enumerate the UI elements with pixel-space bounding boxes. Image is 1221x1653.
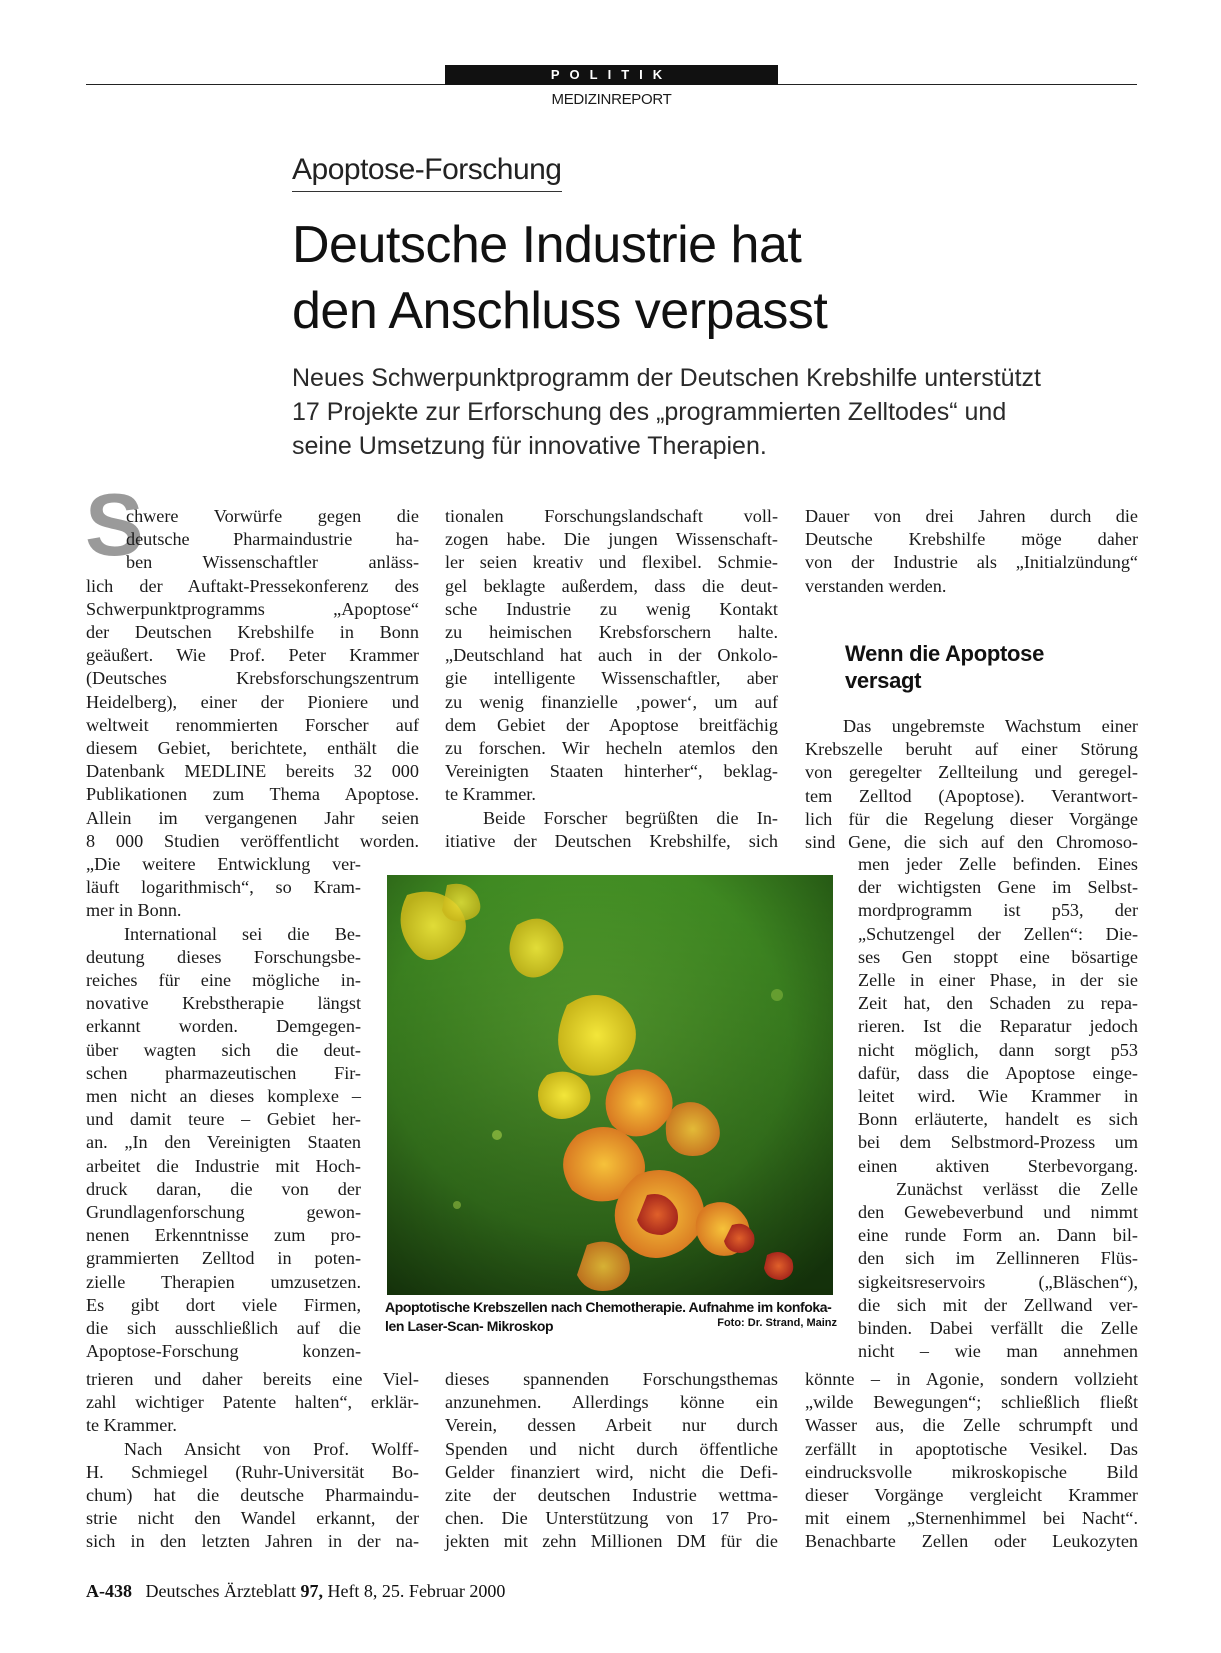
text-line: schen pharmazeutischen Fir- [86, 1062, 361, 1083]
text-line: chwere Vorwürfe gegen die [126, 506, 419, 526]
text-line: zogen habe. Die jungen Wissenschaft- [445, 529, 778, 550]
text-line: sich in den letzten Jahren in der na- [86, 1531, 419, 1552]
text-line: nicht – wie man annehmen [858, 1341, 1138, 1362]
text-line: Nach Ansicht von Prof. Wolff- [124, 1438, 419, 1459]
headline-line: Deutsche Industrie hat [292, 216, 802, 274]
text-line: Zunächst verlässt die Zelle [896, 1178, 1138, 1199]
column-3-bottom-text [805, 1368, 1138, 1554]
column-1-bottom-text [86, 1368, 419, 1554]
subsection-label: MEDIZINREPORT [551, 91, 672, 108]
column-2-text [445, 505, 778, 853]
text-line: leitet wird. Wie Krammer in [858, 1086, 1138, 1107]
text-line: Gelder finanziert wird, nicht die Defi- [445, 1461, 778, 1482]
text-line: ben Wissenschaftler anläss- [126, 552, 419, 573]
text-line: trieren und daher bereits eine Viel- [86, 1369, 419, 1389]
text-line: nenen Erkenntnisse zum pro- [86, 1225, 361, 1246]
article-kicker: Apoptose-Forschung [292, 150, 562, 192]
text-line: dieses spannenden Forschungsthemas [445, 1369, 778, 1389]
text-line: sigkeitsreservoirs („Bläschen“), [858, 1271, 1138, 1292]
text-line: gie intelligente Wissenschaftler, aber [445, 668, 778, 689]
text-line: binden. Dabei verfällt die Zelle [858, 1318, 1138, 1339]
article-headline [292, 212, 1092, 344]
caption-line: Apoptotische Krebszellen nach Chemotherapie. Aufnahme im konfoka- [385, 1299, 832, 1315]
text-line: zu wenig finanzielle ‚power‘, um auf [445, 691, 778, 712]
text-line: mordprogramm ist p53, der [858, 900, 1138, 921]
text-line: te Krammer. [445, 784, 536, 805]
text-line: zahl wichtiger Patente halten“, erklär- [86, 1392, 419, 1413]
text-line: „Deutschland hat auch in der Onkolo- [445, 645, 778, 666]
figure-caption [385, 1298, 837, 1336]
text-line: anzunehmen. Allerdings könne ein [445, 1392, 778, 1413]
text-line: sind Gene, die sich auf den Chromoso- [805, 832, 1138, 853]
column-3-narrow-text [858, 853, 1138, 1363]
text-line: arbeitet die Industrie mit Hoch- [86, 1155, 361, 1176]
apoptotic-cells-image [387, 875, 833, 1295]
text-line: itiative der Deutschen Krebshilfe, sich [445, 830, 778, 851]
journal-name: Deutsches Ärzteblatt [145, 1581, 296, 1601]
text-line: sche Industrie zu wenig Kontakt [445, 598, 778, 619]
text-line: den Gewebeverbund und nimmt [858, 1202, 1138, 1223]
column-1-opening [126, 505, 419, 575]
text-line: an. „In den Vereinigten Staaten [86, 1132, 361, 1153]
caption-line: len Laser-Scan- Mikroskop [385, 1318, 554, 1334]
text-line: Spenden und nicht durch öffentliche [445, 1438, 778, 1459]
text-line: reiches für eine mögliche in- [86, 970, 361, 991]
text-line: erkannt worden. Demgegen- [86, 1016, 361, 1037]
text-line: men jeder Zelle befinden. Eines [858, 854, 1138, 874]
text-line: Apoptose-Forschung konzen- [86, 1341, 361, 1362]
microscopy-photo [387, 875, 833, 1295]
text-line: weltweit renommierten Forscher auf [86, 714, 419, 735]
text-line: einen aktiven Sterbevorgang. [858, 1155, 1138, 1176]
text-line: der Deutschen Krebshilfe in Bonn [86, 622, 419, 642]
text-line: International sei die Be- [124, 923, 361, 944]
text-line: chen. Die Unterstützung von 17 Pro- [445, 1508, 778, 1529]
text-line: Beide Forscher begrüßten die In- [483, 807, 778, 828]
text-line: ler seien kreativ und flexibel. Schmie- [445, 552, 778, 573]
text-line: druck daran, die von der [86, 1178, 361, 1199]
text-line: Verein, dessen Arbeit nur durch [445, 1415, 778, 1436]
section-subheading [845, 640, 1135, 694]
headline-line: den Anschluss verpasst [292, 282, 828, 340]
text-line: und damit teure – Gebiet her- [86, 1109, 361, 1130]
text-line: mit einem „Sternenhimmel bei Nacht“. [805, 1508, 1138, 1529]
text-line: von der Industrie als „Initialzündung“ [805, 552, 1138, 573]
text-line: die sich ausschließlich auf die [86, 1318, 361, 1339]
text-line: Schwerpunktprogramms „Apoptose“ [86, 598, 419, 619]
column-3-mid-text [805, 715, 1138, 854]
issue-info: Heft 8, 25. Februar 2000 [327, 1581, 506, 1601]
text-line: deutsche Pharmaindustrie ha- [126, 529, 419, 550]
text-line: zielle Therapien umzusetzen. [86, 1271, 361, 1292]
text-line: „Die weitere Entwicklung ver- [86, 854, 361, 874]
text-line: lich für die Regelung dieser Vorgänge [805, 808, 1138, 829]
text-line: te Krammer. [86, 1415, 177, 1436]
text-line: Publikationen zum Thema Apoptose. [86, 784, 419, 805]
text-line: zu forschen. Wir hecheln atemlos den [445, 738, 778, 759]
volume-number: 97, [300, 1581, 323, 1601]
subheading-line: versagt [845, 668, 922, 693]
text-line: diesem Gebiet, berichtete, enthält die [86, 738, 419, 759]
text-line: Wasser aus, die Zelle schrumpft und [805, 1415, 1138, 1436]
text-line: Heidelberg), einer der Pioniere und [86, 691, 419, 712]
text-line: grammierten Zelltod in poten- [86, 1248, 361, 1269]
text-line: Allein im vergangenen Jahr seien [86, 807, 419, 828]
text-line: strie nicht den Wandel erkannt, der [86, 1508, 419, 1529]
text-line: Das ungebremste Wachstum einer [843, 716, 1138, 736]
text-line: gel beklagte außerdem, dass die deut- [445, 575, 778, 596]
text-line: ses Gen stoppt eine bösartige [858, 946, 1138, 967]
text-line: dieser Vorgänge vergleicht Krammer [805, 1485, 1138, 1506]
page-footer [86, 1581, 505, 1602]
text-line: 8 000 Studien veröffentlicht worden. [86, 830, 419, 851]
text-line: der wichtigsten Gene im Selbst- [858, 877, 1138, 898]
column-1-narrow-text [86, 853, 361, 1363]
text-line: Grundlagenforschung gewon- [86, 1202, 361, 1223]
text-line: „Schutzengel der Zellen“: Die- [858, 923, 1138, 944]
lead-line: seine Umsetzung für innovative Therapien. [292, 432, 767, 460]
text-line: bei dem Selbstmord-Prozess um [858, 1132, 1138, 1153]
text-line: verstanden werden. [805, 575, 947, 596]
text-line: Bonn erläuterte, handelt es sich [858, 1109, 1138, 1130]
text-line: geäußert. Wie Prof. Peter Krammer [86, 645, 419, 666]
text-line: zu heimischen Krebsforschern halte. [445, 622, 778, 643]
text-line: zite der deutschen Industrie wettma- [445, 1485, 778, 1506]
text-line: deutung dieses Forschungsbe- [86, 946, 361, 967]
text-line: den sich im Zellinneren Flüs- [858, 1248, 1138, 1269]
text-line: Krebszelle beruht auf einer Störung [805, 739, 1138, 760]
text-line: von geregelter Zellteilung und geregel- [805, 762, 1138, 783]
text-line: „wilde Bewegungen“; schließlich fließt [805, 1392, 1138, 1413]
text-line: eine runde Form an. Dann bil- [858, 1225, 1138, 1246]
lead-line: Neues Schwerpunktprogramm der Deutschen Krebshilfe unterstützt [292, 364, 1041, 392]
text-line: dem Gebiet der Apoptose breitfächig [445, 714, 778, 735]
text-line: Zeit hat, den Schaden zu repa- [858, 993, 1138, 1014]
text-line: die sich mit der Zellwand ver- [858, 1294, 1138, 1315]
article-lead [292, 361, 1092, 463]
text-line: lich der Auftakt-Pressekonferenz des [86, 575, 419, 596]
page-number: A-438 [86, 1581, 132, 1601]
text-line: eindrucksvolle mikroskopische Bild [805, 1461, 1138, 1482]
text-line: dafür, dass die Apoptose einge- [858, 1062, 1138, 1083]
text-line: chum) hat die deutsche Pharmaindu- [86, 1485, 419, 1506]
text-line: tionalen Forschungslandschaft voll- [445, 506, 778, 526]
text-line: nicht möglich, dann sorgt p53 [858, 1039, 1138, 1060]
text-line: Benachbarte Zellen oder Leukozyten [805, 1531, 1138, 1552]
text-line: mer in Bonn. [86, 900, 182, 921]
text-line: Vereinigten Staaten hinterher“, beklag- [445, 761, 778, 782]
lead-line: 17 Projekte zur Erforschung des „programmierten Zelltodes“ und [292, 398, 1007, 426]
text-line: Deutsche Krebshilfe möge daher [805, 529, 1138, 550]
text-line: rieren. Ist die Reparatur jedoch [858, 1016, 1138, 1037]
subheading-line: Wenn die Apoptose [845, 641, 1045, 666]
text-line: Zelle in einer Phase, in der sie [858, 970, 1138, 991]
column-3-text [805, 505, 1138, 598]
text-line: H. Schmiegel (Ruhr-Universität Bo- [86, 1461, 419, 1482]
text-line: tem Zelltod (Apoptose). Verantwort- [805, 785, 1138, 806]
text-line: könnte – in Agonie, sondern vollzieht [805, 1369, 1138, 1389]
column-1-text [86, 575, 419, 853]
text-line: men nicht an dieses komplexe – [86, 1086, 361, 1107]
photo-credit: Foto: Dr. Strand, Mainz [717, 1317, 837, 1329]
text-line: Es gibt dort viele Firmen, [86, 1294, 361, 1315]
drop-cap: S [85, 475, 144, 574]
text-line: jekten mit zehn Millionen DM für die [445, 1531, 778, 1552]
text-line: novative Krebstherapie längst [86, 993, 361, 1014]
section-label: POLITIK [445, 65, 778, 85]
text-line: über wagten sich die deut- [86, 1039, 361, 1060]
text-line: Dauer von drei Jahren durch die [805, 506, 1138, 526]
column-2-bottom-text [445, 1368, 778, 1554]
text-line: Datenbank MEDLINE bereits 32 000 [86, 761, 419, 782]
text-line: läuft logarithmisch“, so Kram- [86, 877, 361, 898]
text-line: zerfällt in apoptotische Vesikel. Das [805, 1438, 1138, 1459]
text-line: (Deutsches Krebsforschungszentrum [86, 668, 419, 689]
